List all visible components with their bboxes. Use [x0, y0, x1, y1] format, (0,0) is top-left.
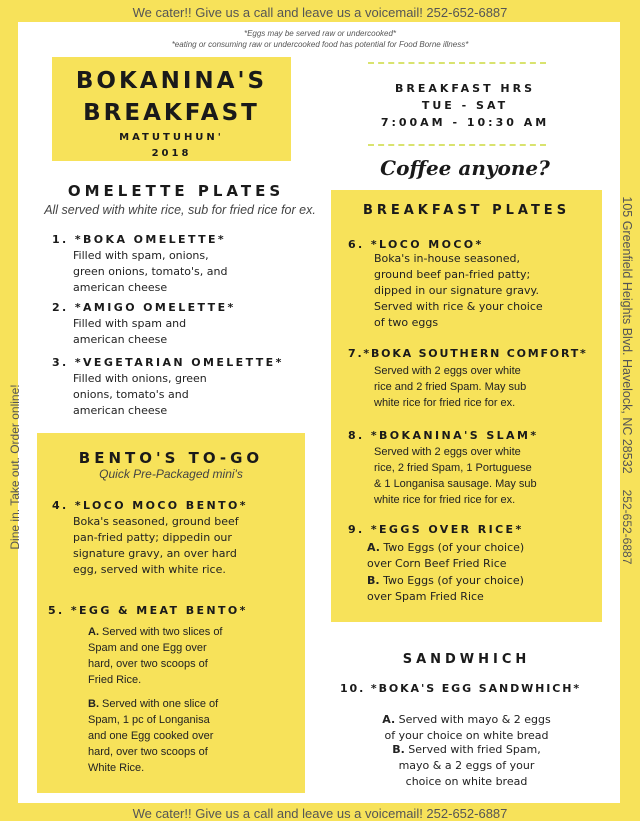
omelette-item-name: 1. *BOKA OMELETTE*: [52, 233, 227, 246]
sandwich-item-name: 10. *BOKA'S EGG SANDWHICH*: [340, 682, 581, 695]
bento-item-name: 5. *EGG & MEAT BENTO*: [48, 604, 248, 617]
hours-time: 7:00AM - 10:30 AM: [380, 116, 550, 129]
catering-banner-bottom: We cater!! Give us a call and leave us a voicemail! 252-652-6887: [132, 806, 508, 821]
restaurant-name: BOKANINA'S: [75, 68, 268, 94]
divider-bottom: [368, 144, 546, 146]
plate-item-name: 6. *LOCO MOCO*: [348, 238, 484, 251]
plate-option-a: A. Two Eggs (of your choice) over Corn Beef Fried Rice: [367, 541, 525, 570]
breakfast-plates-heading: BREAKFAST PLATES: [362, 203, 571, 218]
bento-option-b: B. Served with one slice of Spam, 1 pc of Longanisa and one Egg cooked over hard, over two scoops of White Rice.: [88, 698, 219, 774]
plate-item-name: 7.*BOKA SOUTHERN COMFORT*: [348, 347, 588, 360]
menu-subtitle: MATUTUHUN': [119, 132, 224, 143]
omelette-item-desc: Filled with spam and american cheese: [73, 317, 187, 346]
bento-item-name: 4. *LOCO MOCO BENTO*: [52, 499, 248, 512]
plate-item-name: 8. *BOKANINA'S SLAM*: [348, 429, 539, 442]
omelette-item-name: 3. *VEGETARIAN OMELETTE*: [52, 356, 284, 369]
bento-item-desc: Boka's seasoned, ground beef pan-fried patty; dippedin our signature gravy, an over hard egg, served with white rice.: [73, 515, 239, 576]
phone-side-text: 252-652-6887: [620, 489, 634, 565]
menu-year: 2018: [151, 148, 192, 159]
plate-item-name: 9. *EGGS OVER RICE*: [348, 523, 524, 536]
title-box: [52, 57, 291, 161]
omelette-item-desc: Filled with spam, onions, green onions, tomato's, and american cheese: [73, 249, 228, 294]
omelette-heading: OMELETTE PLATES: [67, 182, 285, 200]
plate-item-desc: Served with 2 eggs over white rice and 2 fried Spam. May sub white rice for fried rice for ex.: [374, 365, 527, 409]
hours-label: BREAKFAST HRS: [394, 82, 536, 95]
sandwich-option-a: A. Served with mayo & 2 eggs of your choice on white bread: [382, 713, 551, 742]
hours-days: TUE - SAT: [421, 99, 509, 112]
omelette-item-name: 2. *AMIGO OMELETTE*: [52, 301, 236, 314]
catering-banner-top: We cater!! Give us a call and leave us a voicemail! 252-652-6887: [132, 5, 508, 20]
bento-heading: BENTO'S TO-GO: [78, 449, 264, 467]
bento-option-a: A. Served with two slices of Spam and one Egg over hard, over two scoops of Fried Rice.: [88, 626, 223, 686]
address-side-text: 105 Greenfield Heights Blvd. Havelock, NC 28532: [620, 196, 634, 474]
sandwich-option-b: B. Served with fried Spam, mayo & a 2 eggs of your choice on white bread: [392, 743, 541, 788]
plate-option-b: B. Two Eggs (of your choice) over Spam Fried Rice: [367, 574, 524, 603]
omelette-item-desc: Filled with onions, green onions, tomato's and american cheese: [73, 372, 207, 417]
foodborne-note: *eating or consuming raw or undercooked food has potential for Food Borne illness*: [171, 40, 469, 49]
omelette-subtitle: All served with white rice, sub for fried rice for ex.: [44, 203, 316, 217]
bento-subtitle: Quick Pre-Packaged mini's: [99, 467, 243, 481]
dine-in-side-text: Dine in. Take out. Order online!: [8, 384, 22, 550]
menu-name: BREAKFAST: [83, 100, 260, 126]
plate-item-desc: Boka's in-house seasoned, ground beef pan-fried patty; dipped in our signature gravy. Served with rice & your choice of two eggs: [374, 252, 543, 329]
divider-top: [368, 62, 546, 64]
plate-item-desc: Served with 2 eggs over white rice, 2 fried Spam, 1 Portuguese & 1 Longanisa sausage. May sub white rice for fried rice for ex.: [374, 446, 537, 506]
coffee-tagline: Coffee anyone?: [380, 156, 550, 180]
sandwich-heading: SANDWHICH: [402, 652, 531, 667]
raw-egg-note: *Eggs may be served raw or undercooked*: [243, 29, 397, 38]
